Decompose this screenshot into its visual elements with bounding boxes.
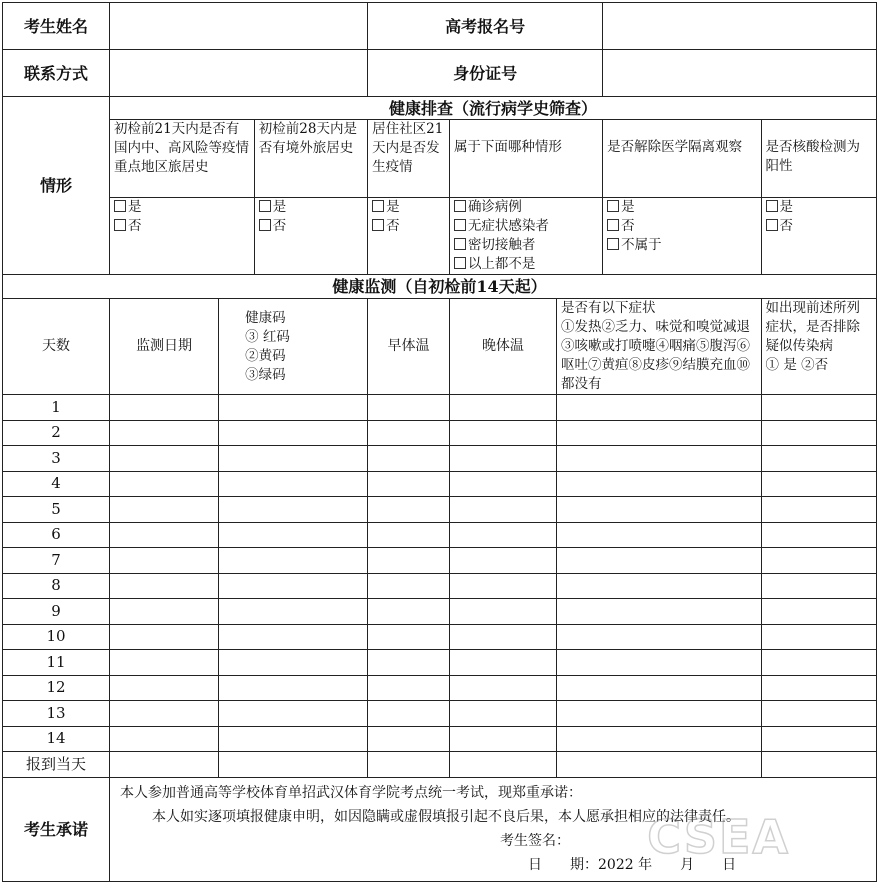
entry-cell[interactable]	[556, 522, 761, 548]
table-row	[3, 395, 877, 421]
checkbox-yes[interactable]: 是	[372, 198, 445, 217]
entry-cell[interactable]	[556, 650, 761, 676]
checkbox-not-applicable[interactable]: 不属于	[607, 236, 756, 255]
entry-cell[interactable]	[110, 752, 219, 778]
entry-cell[interactable]	[761, 420, 876, 446]
day-label: 5	[3, 497, 110, 523]
checkbox-no[interactable]: 否	[766, 217, 872, 236]
question-5: 是否解除医学隔离观察	[603, 120, 761, 198]
entry-cell[interactable]	[449, 752, 556, 778]
table-row	[3, 599, 877, 625]
checkbox-no[interactable]: 否	[372, 217, 445, 236]
monitoring-rows	[3, 395, 877, 778]
entry-cell[interactable]	[761, 573, 876, 599]
entry-cell[interactable]	[449, 599, 556, 625]
entry-cell[interactable]	[449, 701, 556, 727]
entry-cell[interactable]	[368, 752, 450, 778]
col-morning-temp: 早体温	[368, 299, 450, 395]
table-row	[3, 701, 877, 727]
id-label: 身份证号	[368, 50, 603, 97]
checkbox-yes[interactable]: 是	[607, 198, 756, 217]
watermark: CSEA	[647, 810, 790, 864]
entry-cell[interactable]	[761, 471, 876, 497]
entry-cell[interactable]	[761, 548, 876, 574]
day-label: 8	[3, 573, 110, 599]
entry-cell[interactable]	[219, 726, 368, 752]
entry-cell[interactable]	[368, 420, 450, 446]
checkbox-no[interactable]: 否	[607, 217, 756, 236]
entry-cell[interactable]	[761, 599, 876, 625]
promise-line-2: 本人如实逐项填报健康申明，如因隐瞒或虚假填报引起不良后果，本人愿承担相应的法律责任。	[152, 808, 741, 825]
col-days: 天数	[3, 299, 110, 395]
table-row	[3, 471, 877, 497]
entry-cell[interactable]	[110, 701, 219, 727]
entry-cell[interactable]	[219, 548, 368, 574]
entry-cell[interactable]	[368, 471, 450, 497]
entry-cell[interactable]	[368, 446, 450, 472]
table-row	[3, 624, 877, 650]
day-label: 11	[3, 650, 110, 676]
table-row	[3, 675, 877, 701]
entry-cell[interactable]	[219, 701, 368, 727]
checkbox-yes[interactable]: 是	[766, 198, 872, 217]
entry-cell[interactable]	[110, 624, 219, 650]
question-4: 属于下面哪种情形	[449, 120, 602, 198]
col-symptoms: 是否有以下症状 ①发热②乏力、味觉和嗅觉减退③咳嗽或打喷嚏④咽痛⑤腹泻⑥呕吐⑦黄疸⑧皮疹⑨结膜充血⑩都没有	[556, 299, 761, 395]
day-label: 6	[3, 522, 110, 548]
situation-label: 情形	[3, 97, 110, 275]
table-row	[3, 446, 877, 472]
question-3: 居住社区21天内是否发生疫情	[368, 120, 450, 198]
checkbox-none[interactable]: 以上都不是	[454, 255, 598, 274]
entry-cell[interactable]	[556, 599, 761, 625]
form-table	[2, 2, 877, 882]
entry-cell[interactable]	[110, 650, 219, 676]
promise-text	[110, 777, 877, 881]
entry-cell[interactable]	[761, 726, 876, 752]
entry-cell[interactable]	[110, 497, 219, 523]
day-label: 10	[3, 624, 110, 650]
entry-cell[interactable]	[110, 395, 219, 421]
day-label: 12	[3, 675, 110, 701]
entry-cell[interactable]	[761, 522, 876, 548]
col-exclude: 如出现前述所列症状，是否排除疑似传染病 ① 是 ②否	[761, 299, 876, 395]
entry-cell[interactable]	[110, 573, 219, 599]
day-label: 14	[3, 726, 110, 752]
table-row	[3, 548, 877, 574]
entry-cell[interactable]	[110, 420, 219, 446]
entry-cell[interactable]	[368, 395, 450, 421]
entry-cell[interactable]	[449, 446, 556, 472]
exam-no-field[interactable]	[603, 3, 877, 50]
contact-label: 联系方式	[3, 50, 110, 97]
day-label: 7	[3, 548, 110, 574]
entry-cell[interactable]	[110, 548, 219, 574]
options-1	[110, 198, 255, 275]
day-label: 13	[3, 701, 110, 727]
table-row	[3, 420, 877, 446]
checkbox-close-contact[interactable]: 密切接触者	[454, 236, 598, 255]
entry-cell[interactable]	[556, 548, 761, 574]
checkbox-asymptomatic[interactable]: 无症状感染者	[454, 217, 598, 236]
entry-cell[interactable]	[449, 395, 556, 421]
screening-title: 健康排查（流行病学史筛查）	[110, 97, 877, 120]
entry-cell[interactable]	[219, 522, 368, 548]
entry-cell[interactable]	[110, 599, 219, 625]
entry-cell[interactable]	[368, 701, 450, 727]
entry-cell[interactable]	[219, 420, 368, 446]
entry-cell[interactable]	[556, 726, 761, 752]
table-row	[3, 522, 877, 548]
options-4	[449, 198, 602, 275]
entry-cell[interactable]	[761, 752, 876, 778]
question-2: 初检前28天内是否有境外旅居史	[254, 120, 367, 198]
entry-cell[interactable]	[761, 650, 876, 676]
entry-cell[interactable]	[761, 624, 876, 650]
entry-cell[interactable]	[449, 726, 556, 752]
day-label: 3	[3, 446, 110, 472]
checkbox-no[interactable]: 否	[259, 217, 363, 236]
entry-cell[interactable]	[556, 420, 761, 446]
day-label: 报到当天	[3, 752, 110, 778]
entry-cell[interactable]	[449, 497, 556, 523]
name-label: 考生姓名	[3, 3, 110, 50]
entry-cell[interactable]	[556, 573, 761, 599]
table-row	[3, 573, 877, 599]
entry-cell[interactable]	[219, 497, 368, 523]
day-label: 2	[3, 420, 110, 446]
entry-cell[interactable]	[761, 675, 876, 701]
question-6: 是否核酸检测为阳性	[761, 120, 876, 198]
entry-cell[interactable]	[110, 471, 219, 497]
entry-cell[interactable]	[368, 675, 450, 701]
exam-no-label: 高考报名号	[368, 3, 603, 50]
entry-cell[interactable]	[219, 624, 368, 650]
table-row	[3, 752, 877, 778]
entry-cell[interactable]	[219, 395, 368, 421]
options-2	[254, 198, 367, 275]
entry-cell[interactable]	[110, 726, 219, 752]
id-field[interactable]	[603, 50, 877, 97]
signature-label: 考生签名：	[500, 832, 571, 849]
date-label: 日 期：2022 年 月 日	[528, 856, 737, 873]
entry-cell[interactable]	[556, 395, 761, 421]
entry-cell[interactable]	[110, 522, 219, 548]
entry-cell[interactable]	[368, 548, 450, 574]
entry-cell[interactable]	[368, 573, 450, 599]
checkbox-confirmed[interactable]: 确诊病例	[454, 198, 598, 217]
entry-cell[interactable]	[219, 471, 368, 497]
options-5	[603, 198, 761, 275]
entry-cell[interactable]	[761, 446, 876, 472]
entry-cell[interactable]	[449, 675, 556, 701]
options-6	[761, 198, 876, 275]
entry-cell[interactable]	[761, 497, 876, 523]
entry-cell[interactable]	[449, 573, 556, 599]
col-date: 监测日期	[110, 299, 219, 395]
entry-cell[interactable]	[761, 701, 876, 727]
day-label: 1	[3, 395, 110, 421]
day-label: 4	[3, 471, 110, 497]
entry-cell[interactable]	[556, 701, 761, 727]
entry-cell[interactable]	[219, 675, 368, 701]
col-health-code: 健康码 ③ 红码 ②黄码 ③绿码	[219, 299, 368, 395]
entry-cell[interactable]	[368, 599, 450, 625]
entry-cell[interactable]	[110, 446, 219, 472]
col-evening-temp: 晚体温	[449, 299, 556, 395]
entry-cell[interactable]	[556, 624, 761, 650]
checkbox-yes[interactable]: 是	[259, 198, 363, 217]
name-field[interactable]	[110, 3, 368, 50]
entry-cell[interactable]	[761, 395, 876, 421]
checkbox-yes[interactable]: 是	[114, 198, 250, 217]
entry-cell[interactable]	[556, 752, 761, 778]
entry-cell[interactable]	[556, 497, 761, 523]
entry-cell[interactable]	[556, 446, 761, 472]
entry-cell[interactable]	[219, 599, 368, 625]
promise-label: 考生承诺	[3, 777, 110, 881]
entry-cell[interactable]	[368, 650, 450, 676]
entry-cell[interactable]	[449, 650, 556, 676]
entry-cell[interactable]	[110, 675, 219, 701]
entry-cell[interactable]	[368, 522, 450, 548]
entry-cell[interactable]	[556, 675, 761, 701]
entry-cell[interactable]	[219, 446, 368, 472]
entry-cell[interactable]	[368, 497, 450, 523]
entry-cell[interactable]	[449, 471, 556, 497]
entry-cell[interactable]	[219, 573, 368, 599]
entry-cell[interactable]	[556, 471, 761, 497]
table-row	[3, 726, 877, 752]
promise-line-1: 本人参加普通高等学校体育单招武汉体育学院考点统一考试，现郑重承诺：	[120, 784, 583, 801]
question-1: 初检前21天内是否有国内中、高风险等疫情重点地区旅居史	[110, 120, 255, 198]
contact-field[interactable]	[110, 50, 368, 97]
checkbox-no[interactable]: 否	[114, 217, 250, 236]
entry-cell[interactable]	[368, 624, 450, 650]
entry-cell[interactable]	[449, 420, 556, 446]
entry-cell[interactable]	[449, 548, 556, 574]
entry-cell[interactable]	[449, 624, 556, 650]
table-row	[3, 650, 877, 676]
monitoring-title: 健康监测（自初检前14天起）	[3, 275, 877, 299]
entry-cell[interactable]	[219, 752, 368, 778]
table-row	[3, 497, 877, 523]
entry-cell[interactable]	[368, 726, 450, 752]
options-3	[368, 198, 450, 275]
day-label: 9	[3, 599, 110, 625]
entry-cell[interactable]	[219, 650, 368, 676]
entry-cell[interactable]	[449, 522, 556, 548]
